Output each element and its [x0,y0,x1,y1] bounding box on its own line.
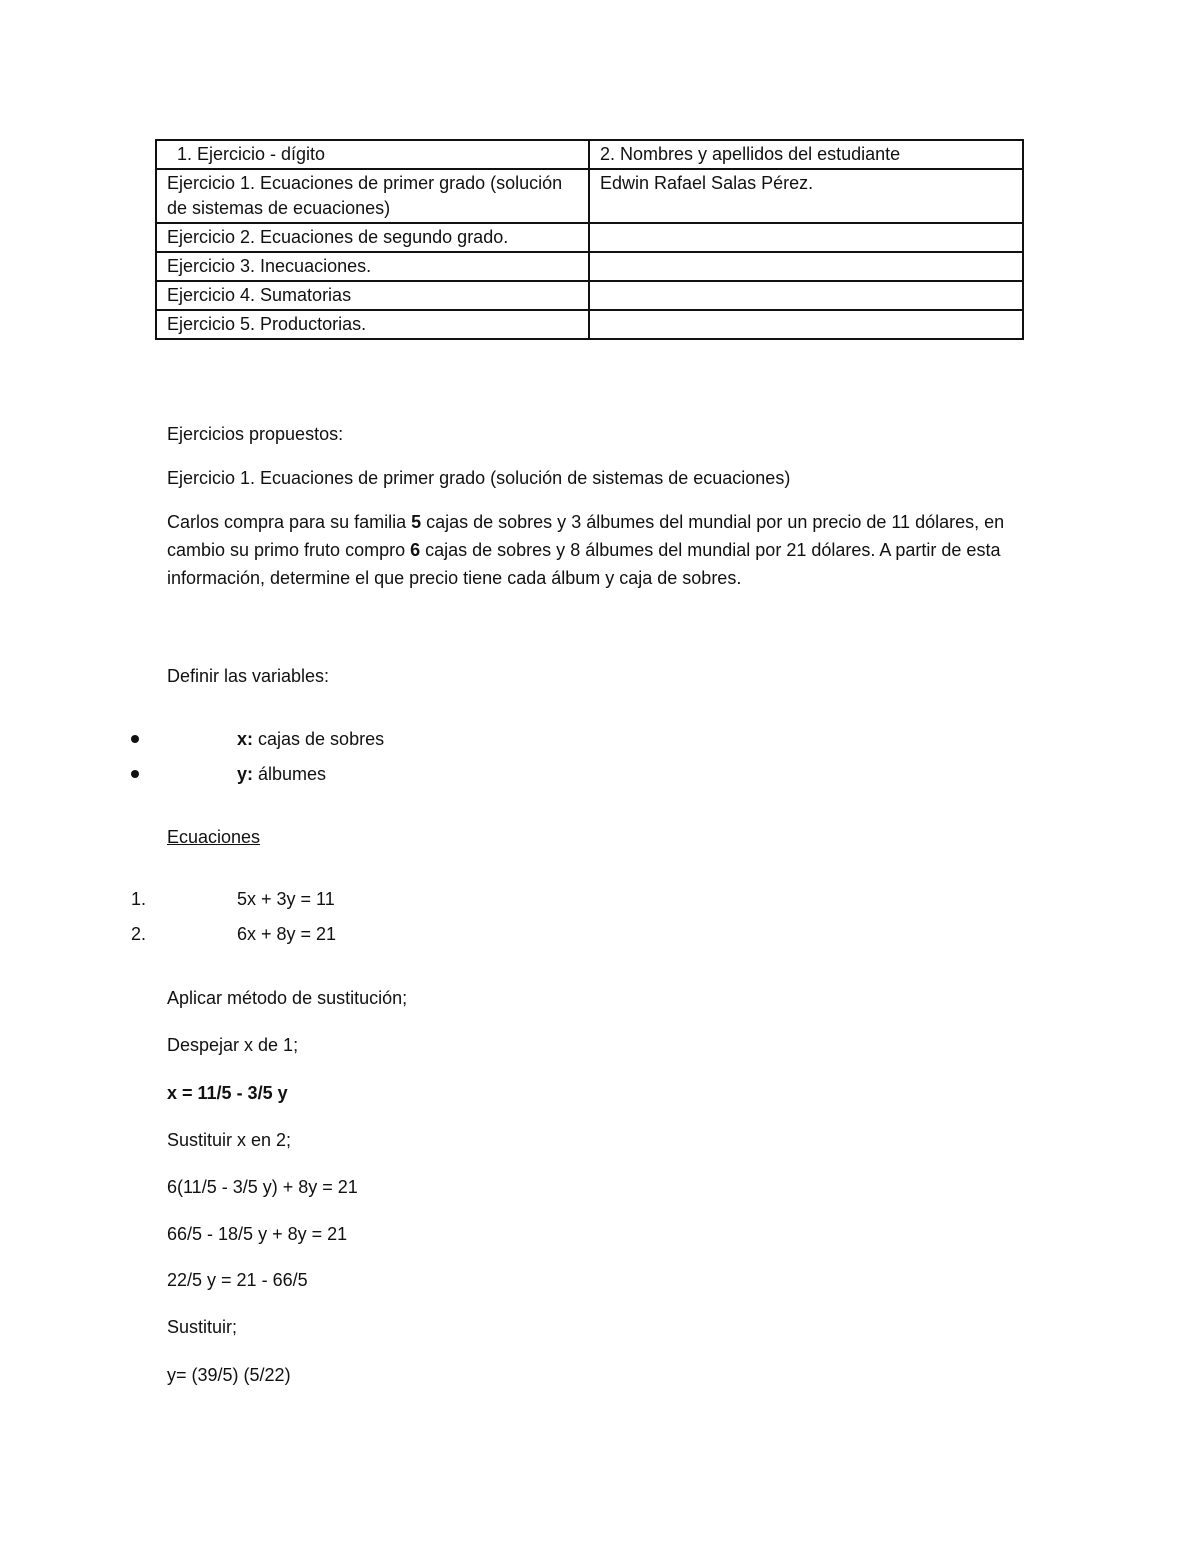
variable-description: cajas de sobres [253,729,385,749]
solution-step: y= (39/5) (5/22) [167,1365,291,1385]
table-cell-exercise: Ejercicio 2. Ecuaciones de segundo grado. [156,223,589,252]
problem-statement [167,508,1027,592]
equation-number: 1. [131,889,147,909]
problem-number: 8 [570,540,581,560]
equation-number: 2. [131,924,147,944]
table-row [156,252,1023,281]
variable-item [237,760,326,788]
table-row [156,310,1023,339]
table-cell-exercise: Ejercicio 3. Inecuaciones. [156,252,589,281]
solution-step: 66/5 - 18/5 y + 8y = 21 [167,1224,348,1244]
table-cell-student [589,281,1023,310]
section-heading: Ejercicios propuestos: [167,424,344,444]
equation-text: 6x + 8y = 21 [237,924,337,944]
equations-heading: Ecuaciones [167,827,261,847]
variable-description: álbumes [253,764,327,784]
table-header-student: 2. Nombres y apellidos del estudiante [589,140,1023,169]
problem-number: 3 [571,512,582,532]
exercise-title: Ejercicio 1. Ecuaciones de primer grado (solución de sistemas de ecuaciones) [167,468,791,488]
problem-text: Carlos compra para su familia [167,512,412,532]
variables-heading: Definir las variables: [167,666,330,686]
problem-number: 5 [411,512,422,532]
table-cell-student [589,223,1023,252]
table-cell-exercise: Ejercicio 5. Productorias. [156,310,589,339]
bullet-icon [131,770,139,778]
table-row [156,223,1023,252]
variable-item [237,725,384,753]
exercise-assignment-table [155,139,1024,340]
solution-step: 22/5 y = 21 - 66/5 [167,1270,308,1290]
problem-text: álbumes del mundial por un precio de 11 dólares, en cambio su primo fruto compro [167,512,1005,560]
problem-text: cajas de sobres y [420,540,571,560]
table-cell-exercise: Ejercicio 4. Sumatorias [156,281,589,310]
solution-step: 6(11/5 - 3/5 y) + 8y = 21 [167,1177,358,1197]
solution-step: x = 11/5 - 3/5 y [167,1083,288,1103]
solution-step: Aplicar método de sustitución; [167,988,408,1008]
solution-step: Despejar x de 1; [167,1035,299,1055]
variable-name: y: [237,764,254,784]
solution-step: Sustituir x en 2; [167,1130,292,1150]
table-row [156,281,1023,310]
solution-step: Sustituir; [167,1317,238,1337]
problem-text: cajas de sobres y [421,512,572,532]
table-cell-student [589,310,1023,339]
table-row [156,169,1023,223]
problem-text: álbumes del mundial por 21 dólares. A partir de esta información, determine el que precio tiene cada álbum y caja de sobres. [167,540,1001,588]
table-cell-exercise: Ejercicio 1. Ecuaciones de primer grado (solución de sistemas de ecuaciones) [156,169,589,223]
table-cell-student: Edwin Rafael Salas Pérez. [589,169,1023,223]
bullet-icon [131,735,139,743]
table-header-exercise: 1. Ejercicio - dígito [156,140,589,169]
table-cell-student [589,252,1023,281]
variable-name: x: [237,729,254,749]
table-header-row [156,140,1023,169]
problem-number: 6 [410,540,421,560]
equation-text: 5x + 3y = 11 [237,889,335,909]
